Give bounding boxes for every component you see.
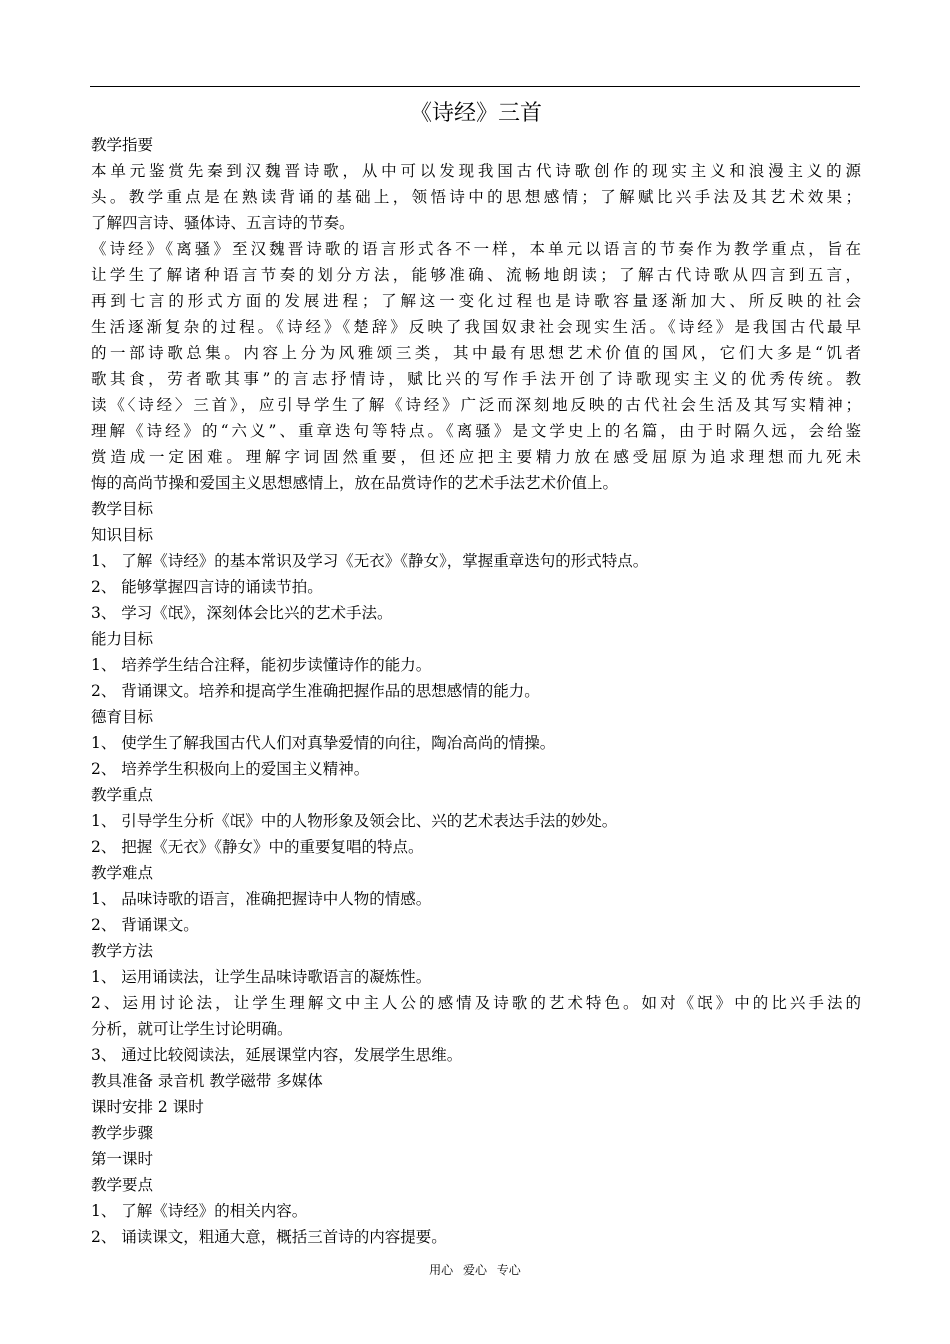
text-line: 德育目标 <box>91 708 154 726</box>
text-line: 了解四言诗、骚体诗、五言诗的节奏。 <box>91 214 355 232</box>
text-line: 再到七言的形式方面的发展进程；了解这一变化过程也是诗歌容量逐渐加大、所反映的社会 <box>91 292 861 310</box>
text-line: 教学方法 <box>91 942 154 960</box>
text-line: 《诗经》《离骚》至汉魏晋诗歌的语言形式各不一样，本单元以语言的节奏作为教学重点，旨在 <box>91 240 861 258</box>
text-line: 2、运用讨论法，让学生理解文中主人公的感情及诗歌的艺术特色。如对《氓》中的比兴手法的 <box>91 994 861 1012</box>
text-line: 读《〈诗经〉三首》，应引导学生了解《诗经》广泛而深刻地反映的古代社会生活及其写实精神； <box>91 396 861 414</box>
text-line: 2、 背诵课文。培养和提高学生准确把握作品的思想感情的能力。 <box>91 682 540 700</box>
text-line: 3、 通过比较阅读法，延展课堂内容，发展学生思维。 <box>91 1046 463 1064</box>
document-title: 《诗经》三首 <box>409 101 542 126</box>
text-line: 教学要点 <box>91 1176 154 1194</box>
text-line: 本单元鉴赏先秦到汉魏晋诗歌，从中可以发现我国古代诗歌创作的现实主义和浪漫主义的源 <box>91 162 861 180</box>
text-line: 1、 了解《诗经》的基本常识及学习《无衣》《静女》，掌握重章迭句的形式特点。 <box>91 552 649 570</box>
text-line: 分析，就可让学生讨论明确。 <box>91 1020 293 1038</box>
text-line: 1、 品味诗歌的语言，准确把握诗中人物的情感。 <box>91 890 432 908</box>
text-line: 2、 把握《无衣》《静女》中的重要复唱的特点。 <box>91 838 424 856</box>
text-line: 生活逐渐复杂的过程。《诗经》《楚辞》反映了我国奴隶社会现实生活。《诗经》是我国古代最早 <box>91 318 861 336</box>
text-line: 教学重点 <box>91 786 154 804</box>
document-page <box>91 96 861 1250</box>
text-line: 能力目标 <box>91 630 154 648</box>
text-line: 悔的高尚节操和爱国主义思想感情上，放在品赏诗作的艺术手法艺术价值上。 <box>91 474 619 492</box>
text-line: 1、 使学生了解我国古代人们对真挚爱情的向往，陶冶高尚的情操。 <box>91 734 556 752</box>
text-line: 理解《诗经》的“六义”、重章迭句等特点。《离骚》是文学史上的名篇，由于时隔久远，会给鉴 <box>91 422 861 440</box>
text-line: 教学目标 <box>91 500 154 518</box>
text-line: 1、 运用诵读法，让学生品味诗歌语言的凝炼性。 <box>91 968 432 986</box>
text-line: 1、 培养学生结合注释，能初步读懂诗作的能力。 <box>91 656 432 674</box>
text-line: 赏造成一定困难。理解字词固然重要，但还应把主要精力放在感受屈原为追求理想而九死未 <box>91 448 861 466</box>
text-line: 3、 学习《氓》，深刻体会比兴的艺术手法。 <box>91 604 393 622</box>
text-line: 教学难点 <box>91 864 154 882</box>
text-line: 的一部诗歌总集。内容上分为风雅颂三类，其中最有思想艺术价值的国风，它们大多是“饥者 <box>91 344 861 362</box>
text-line: 1、 引导学生分析《氓》中的人物形象及领会比、兴的艺术表达手法的妙处。 <box>91 812 618 830</box>
text-line: 2、 背诵课文。 <box>91 916 199 934</box>
text-line: 第一课时 <box>91 1150 154 1168</box>
text-line: 教学步骤 <box>91 1124 154 1142</box>
text-line: 1、 了解《诗经》的相关内容。 <box>91 1202 308 1220</box>
text-line: 教具准备 录音机 教学磁带 多媒体 <box>91 1072 323 1090</box>
text-line: 教学指要 <box>91 136 154 154</box>
page-footer: 用心 爱心 专心 <box>429 1263 521 1277</box>
text-line: 课时安排 2 课时 <box>91 1098 204 1116</box>
text-line: 2、 培养学生积极向上的爱国主义精神。 <box>91 760 370 778</box>
text-line: 让学生了解诸种语言节奏的划分方法，能够准确、流畅地朗读；了解古代诗歌从四言到五言， <box>91 266 861 284</box>
document-body <box>91 132 861 1250</box>
text-line: 2、 能够掌握四言诗的诵读节拍。 <box>91 578 323 596</box>
text-line: 头。教学重点是在熟读背诵的基础上，领悟诗中的思想感情；了解赋比兴手法及其艺术效果； <box>91 188 861 206</box>
text-line: 知识目标 <box>91 526 154 544</box>
text-line: 2、 诵读课文，粗通大意，概括三首诗的内容提要。 <box>91 1228 447 1246</box>
header-rule <box>90 86 860 87</box>
text-line: 歌其食，劳者歌其事”的言志抒情诗，赋比兴的写作手法开创了诗歌现实主义的优秀传统。教 <box>91 370 861 388</box>
